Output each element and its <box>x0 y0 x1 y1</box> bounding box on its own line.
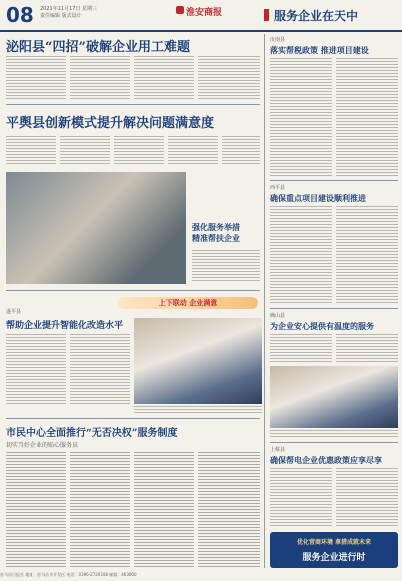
section-marker <box>264 9 269 21</box>
story3-text-col2 <box>70 334 130 404</box>
story2-title: 平舆县创新模式提升解决问题满意度 <box>6 116 215 131</box>
divider <box>270 180 398 181</box>
story1-text-col4 <box>198 56 260 100</box>
right-title4: 确保帮电企业优惠政策应享尽享 <box>270 456 382 465</box>
right-title1: 落实帮税政策 推进项目建设 <box>270 46 369 55</box>
story2-text-col2 <box>60 136 110 166</box>
right-kicker3: 确山县 <box>270 313 286 319</box>
story3-text-col1 <box>6 334 66 404</box>
divider <box>270 308 398 309</box>
story2-sidebar-title: 强化服务举措 精准帮扶企业 <box>192 223 240 243</box>
right1-text-col2 <box>336 58 398 176</box>
story3-photo <box>134 318 262 404</box>
story3-kicker: 遂平县 <box>6 309 22 315</box>
right-kicker4: 上蔡县 <box>270 447 286 453</box>
story3-title: 帮助企业提升智能化改造水平 <box>6 321 124 331</box>
right-title2: 确保重点项目建设顺利推进 <box>270 194 366 203</box>
story4-text-col3 <box>134 452 194 568</box>
divider <box>6 418 260 419</box>
right-kicker1: 汝南县 <box>270 37 286 43</box>
story2-text-col5 <box>222 136 260 166</box>
right4-text-col1 <box>270 468 332 528</box>
ad-banner: 优化营商环境 拿措成就未来 服务企业进行时 <box>270 532 398 568</box>
story4-text-col2 <box>70 452 130 568</box>
date-line: 2021年11月17日 星期三 责任编辑 版式设计 <box>40 6 98 19</box>
right-kicker2: 西平县 <box>270 185 286 191</box>
story4-subtitle: 切实当好企业的贴心服务员 <box>6 442 79 449</box>
logo-icon <box>176 6 184 14</box>
story2-photo <box>6 172 186 284</box>
right2-text-col2 <box>336 206 398 304</box>
right2-text-col1 <box>270 206 332 304</box>
newspaper-logo: 淮安商报 <box>186 8 223 18</box>
story1-text-col1 <box>6 56 66 100</box>
divider <box>6 104 260 105</box>
story2-text-col4 <box>168 136 218 166</box>
right3-text-col2 <box>336 334 398 362</box>
story4-title: 市民中心全面推行“无否决权”服务制度 <box>6 428 178 439</box>
right1-text-col1 <box>270 58 332 176</box>
story1-title: 泌阳县“四招”破解企业用工难题 <box>6 40 190 55</box>
column-divider <box>264 34 265 568</box>
right3-photo-caption <box>270 430 398 438</box>
footer: 驻马店日报社 地址：驻马店市开发区 电话：0396-2726108 邮编：463000 <box>0 572 137 577</box>
page-number: 08 <box>6 3 34 27</box>
right-title3: 为企业安心提供有温度的服务 <box>270 322 374 331</box>
divider <box>270 442 398 443</box>
story2-text-col3 <box>114 136 164 166</box>
divider <box>6 290 260 291</box>
story2-text-col1 <box>6 136 56 166</box>
story3-photo-caption <box>134 406 262 414</box>
mid-banner: 上下联动 企业满意 <box>118 297 258 309</box>
story2-caption-text <box>192 250 260 282</box>
story4-text-col4 <box>198 452 260 568</box>
section-title: 服务企业在天中 <box>274 9 359 23</box>
story1-text-col2 <box>70 56 130 100</box>
right4-text-col2 <box>336 468 398 528</box>
right3-photo <box>270 366 398 428</box>
right3-text-col1 <box>270 334 332 362</box>
story4-text-col1 <box>6 452 66 568</box>
story1-text-col3 <box>134 56 194 100</box>
